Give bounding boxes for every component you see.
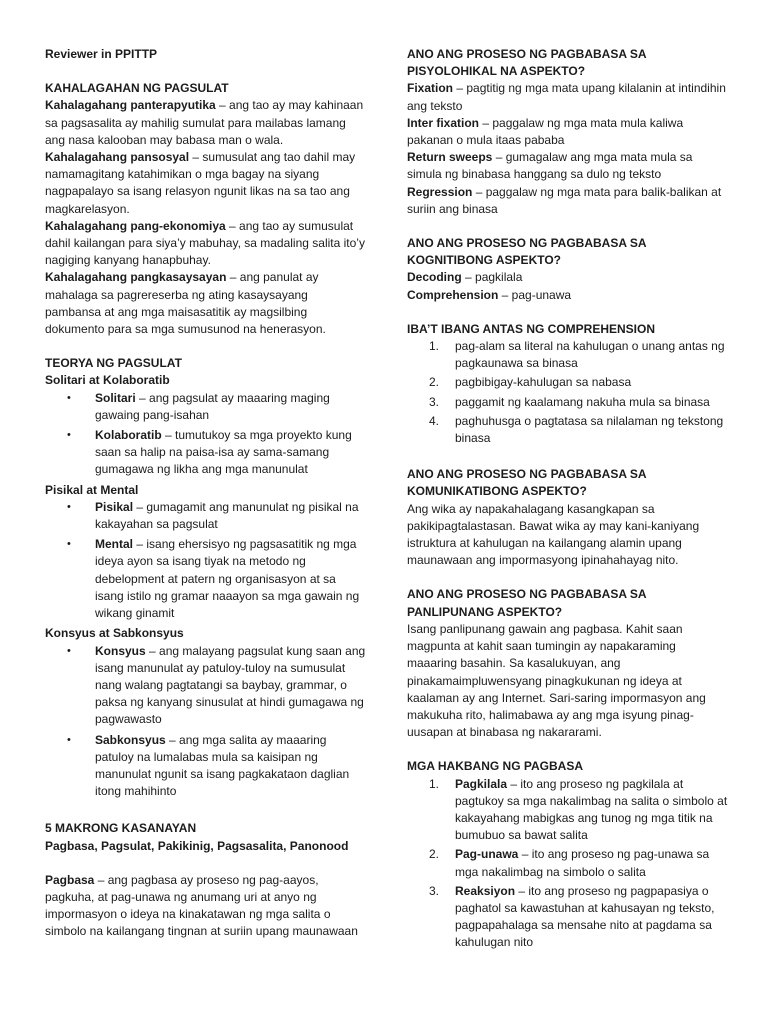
- subheading-konsyus-sabkonsyus: Konsyus at Sabkonsyus: [45, 626, 184, 641]
- term: Kahalagahang pangkasaysayan: [45, 270, 227, 285]
- list-item: [429, 374, 729, 391]
- term: Decoding: [407, 270, 462, 285]
- list-item: [95, 732, 367, 801]
- term: Fixation: [407, 81, 454, 96]
- list-text: paghuhusga o pagtatasa sa nilalaman ng tekstong binasa: [455, 413, 724, 446]
- heading-kahalagahan: KAHALAGAHAN NG PAGSULAT: [45, 81, 229, 96]
- list-number: 1.: [429, 776, 440, 791]
- paragraph-pansosyal: [45, 149, 367, 218]
- list-number: 1.: [429, 339, 440, 354]
- heading-makrong-kasanayan: 5 MAKRONG KASANAYAN: [45, 821, 197, 836]
- definition: – isang ehersisyo ng pagsasatitik ng mga ideya ayon sa isang tiyak na metodo ng debelopment at patern ng organisasyon at sa isang istilo ng gramar naaayon sa mga gawain ng wikang ginamit: [95, 537, 360, 621]
- definition: – ang tao ay sumusulat dahil kailangan para siya’y mabuhay, sa madaling salita ito’y nagiging kanyang hanapbuhay.: [45, 218, 365, 268]
- list-number: 2.: [429, 847, 440, 862]
- term: Solitari: [95, 390, 136, 405]
- list-text: paggamit ng kaalamang nakuha mula sa binasa: [455, 394, 710, 409]
- heading-panlipunan: ANO ANG PROSESO NG PAGBABASA SA PANLIPUNANG ASPEKTO?: [407, 587, 647, 619]
- list-number: 4.: [429, 413, 440, 428]
- subheading-solitari-kolaboratib: Solitari at Kolaboratib: [45, 373, 170, 388]
- definition: – ang malayang pagsulat kung saan ang isang manunulat ay patuloy-tuloy na sumusulat nang walang pagtatangi sa baybay, grammar, o paksa ng kanyang sinusulat at hindi gumagawa ng pagwawasto: [95, 643, 366, 727]
- list-item: [95, 536, 367, 622]
- term: Konsyus: [95, 643, 146, 658]
- paragraph-komunikatibo: Ang wika ay napakahalagang kasangkapan sa pakikipagtalastasan. Bawat wika ay may kani-kaniyang istruktura at kahulugan na kailangang alamin upang maunawaan ang impormasyong ipinahahayag nito.: [407, 501, 700, 568]
- item-regression: [407, 184, 729, 218]
- list-item: [429, 846, 729, 880]
- item-decoding: [407, 269, 729, 286]
- term: Kahalagahang pang-ekonomiya: [45, 218, 226, 233]
- definition: – paggalaw ng mga mata para balik-balikan at suriin ang binasa: [407, 184, 722, 216]
- bullet-list: [45, 499, 367, 622]
- term: Return sweeps: [407, 150, 493, 165]
- bullet-list: [45, 643, 367, 801]
- heading-komunikatibo: ANO ANG PROSESO NG PAGBABASA SA KOMUNIKATIBONG ASPEKTO?: [407, 467, 647, 499]
- term: Pag-unawa: [455, 847, 519, 862]
- definition: – gumagalaw ang mga mata mula sa simula ng binabasa hanggang sa dulo ng teksto: [407, 150, 693, 182]
- list-item: [429, 394, 729, 411]
- list-text: pagbibigay-kahulugan sa nabasa: [455, 375, 632, 390]
- term: Mental: [95, 537, 134, 552]
- definition: – ang pagbasa ay proseso ng pag-aayos, pagkuha, at pag-unawa ng anumang uri at anyo ng impormasyon o ideya na kinakatawan ng mga salita o simbolo na kailangang tingnan at suriin upang maunawaan: [45, 872, 358, 939]
- definition: – sumusulat ang tao dahil may namamagitang katahimikan o mga bagay na siyang nagpapalayo sa isang relasyon ngunit likas na sa tao ang magkarelasyon.: [45, 150, 356, 216]
- definition: – tumutukoy sa mga proyekto kung saan sa halip na paisa-isa ay sama-samang gumagawa ng likha ang mga manunulat: [95, 428, 352, 477]
- numbered-list: [407, 338, 729, 447]
- term: Kahalagahang pansosyal: [45, 150, 190, 165]
- list-number: 2.: [429, 375, 440, 390]
- paragraph-pangkasaysayan: [45, 269, 367, 338]
- paragraph-panlipunan: Isang panlipunang gawain ang pagbasa. Kahit saan magpunta at kahit saan tumingin ay napakaraming maaaring basahin. Sa kasalukuyan, ang pinakamaimpluwensyang pinagkukunan ng ideya at kaalaman ay ang Internet. Sari-saring impormasyon ang makukuha rito, halimabawa ay ang mga isyung pinag-uusapan at binabasa ng nakararami.: [407, 621, 706, 740]
- definition: – pagtitig ng mga mata upang kilalanin at intindihin ang teksto: [407, 81, 726, 113]
- list-number: 3.: [429, 394, 440, 409]
- right-column: [407, 46, 729, 954]
- definition: – ito ang proseso ng pag-unawa sa mga nakalimbag na simbolo o salita: [455, 847, 710, 879]
- left-column: [45, 46, 367, 941]
- heading-pisyolohikal: ANO ANG PROSESO NG PAGBABASA SA PISYOLOHIKAL NA ASPEKTO?: [407, 47, 647, 79]
- term: Kolaboratib: [95, 428, 162, 443]
- item-return-sweeps: [407, 149, 729, 183]
- item-fixation: [407, 80, 729, 114]
- heading-antas-comprehension: IBA’T IBANG ANTAS NG COMPREHENSION: [407, 321, 656, 336]
- makrong-kasanayan-list: Pagbasa, Pagsulat, Pakikinig, Pagsasalita, Panonood: [45, 838, 349, 853]
- definition: – ang mga salita ay maaaring patuloy na lumalabas mula sa kaisipan ng manunulat ngunit sa isang pagkakataon daglian itong mahihinto: [95, 732, 350, 799]
- heading-hakbang: MGA HAKBANG NG PAGBASA: [407, 759, 583, 774]
- list-item: [95, 643, 367, 729]
- definition: – ito ang proseso ng pagkilala at pagtukoy sa mga nakalimbag na salita o simbolo at kakayahang mabigkas ang tunog ng mga titik na bumubuo sa bawat salita: [455, 776, 728, 843]
- definition: – gumagamit ang manunulat ng pisikal na kakayahan sa pagsulat: [95, 499, 359, 532]
- list-item: [95, 427, 367, 479]
- list-number: 3.: [429, 883, 440, 898]
- subheading-pisikal-mental: Pisikal at Mental: [45, 482, 139, 497]
- list-item: [95, 390, 367, 424]
- term: Kahalagahang panterapyutika: [45, 98, 216, 113]
- numbered-list: [407, 776, 729, 952]
- term: Regression: [407, 184, 473, 199]
- term: Comprehension: [407, 287, 499, 302]
- document-title: Reviewer in PPITTP: [45, 47, 158, 61]
- term: Pisikal: [95, 499, 134, 514]
- definition: – pag-unawa: [498, 287, 572, 302]
- definition: – ito ang proseso ng pagpapasiya o paghatol sa kawastuhan at kahusayan ng teksto, pagpapahalaga sa mensahe nito at pagdama sa kahulugan nito: [455, 883, 715, 950]
- definition: – ang panulat ay mahalaga sa pagrereserba ng ating kasaysayang pambansa at ang mga maisasatitik ay magsilbing dokumento para sa mga sumusunod na henerasyon.: [45, 270, 326, 337]
- list-item: [429, 338, 729, 372]
- paragraph-pagbasa: [45, 872, 367, 941]
- paragraph-panterapyutika: [45, 97, 367, 149]
- bullet-list: [45, 390, 367, 479]
- term: Pagkilala: [455, 776, 508, 791]
- term: Reaksiyon: [455, 883, 516, 898]
- list-item: [429, 413, 729, 447]
- term: Inter fixation: [407, 115, 480, 130]
- definition: – pagkilala: [461, 270, 523, 285]
- definition: – ang pagsulat ay maaaring maging gawaing pang-isahan: [95, 390, 330, 422]
- list-item: [429, 776, 729, 845]
- heading-kognitibo: ANO ANG PROSESO NG PAGBABASA SA KOGNITIBONG ASPEKTO?: [407, 236, 647, 268]
- heading-teorya: TEORYA NG PAGSULAT: [45, 356, 182, 371]
- term: Sabkonsyus: [95, 732, 166, 747]
- list-item: [95, 499, 367, 533]
- paragraph-pang-ekonomiya: [45, 218, 367, 270]
- list-text: pag-alam sa literal na kahulugan o unang antas ng pagkaunawa sa binasa: [455, 339, 725, 371]
- item-inter-fixation: [407, 115, 729, 149]
- definition: – paggalaw ng mga mata mula kaliwa pakanan o mula itaas pababa: [407, 115, 684, 148]
- term: Pagbasa: [45, 872, 95, 887]
- item-comprehension: [407, 287, 729, 304]
- list-item: [429, 883, 729, 952]
- definition: – ang tao ay may kahinaan sa pagsasalita ay mahilig sumulat para mailabas lamang ang nasa kalooban may babasa man o wala.: [45, 98, 364, 147]
